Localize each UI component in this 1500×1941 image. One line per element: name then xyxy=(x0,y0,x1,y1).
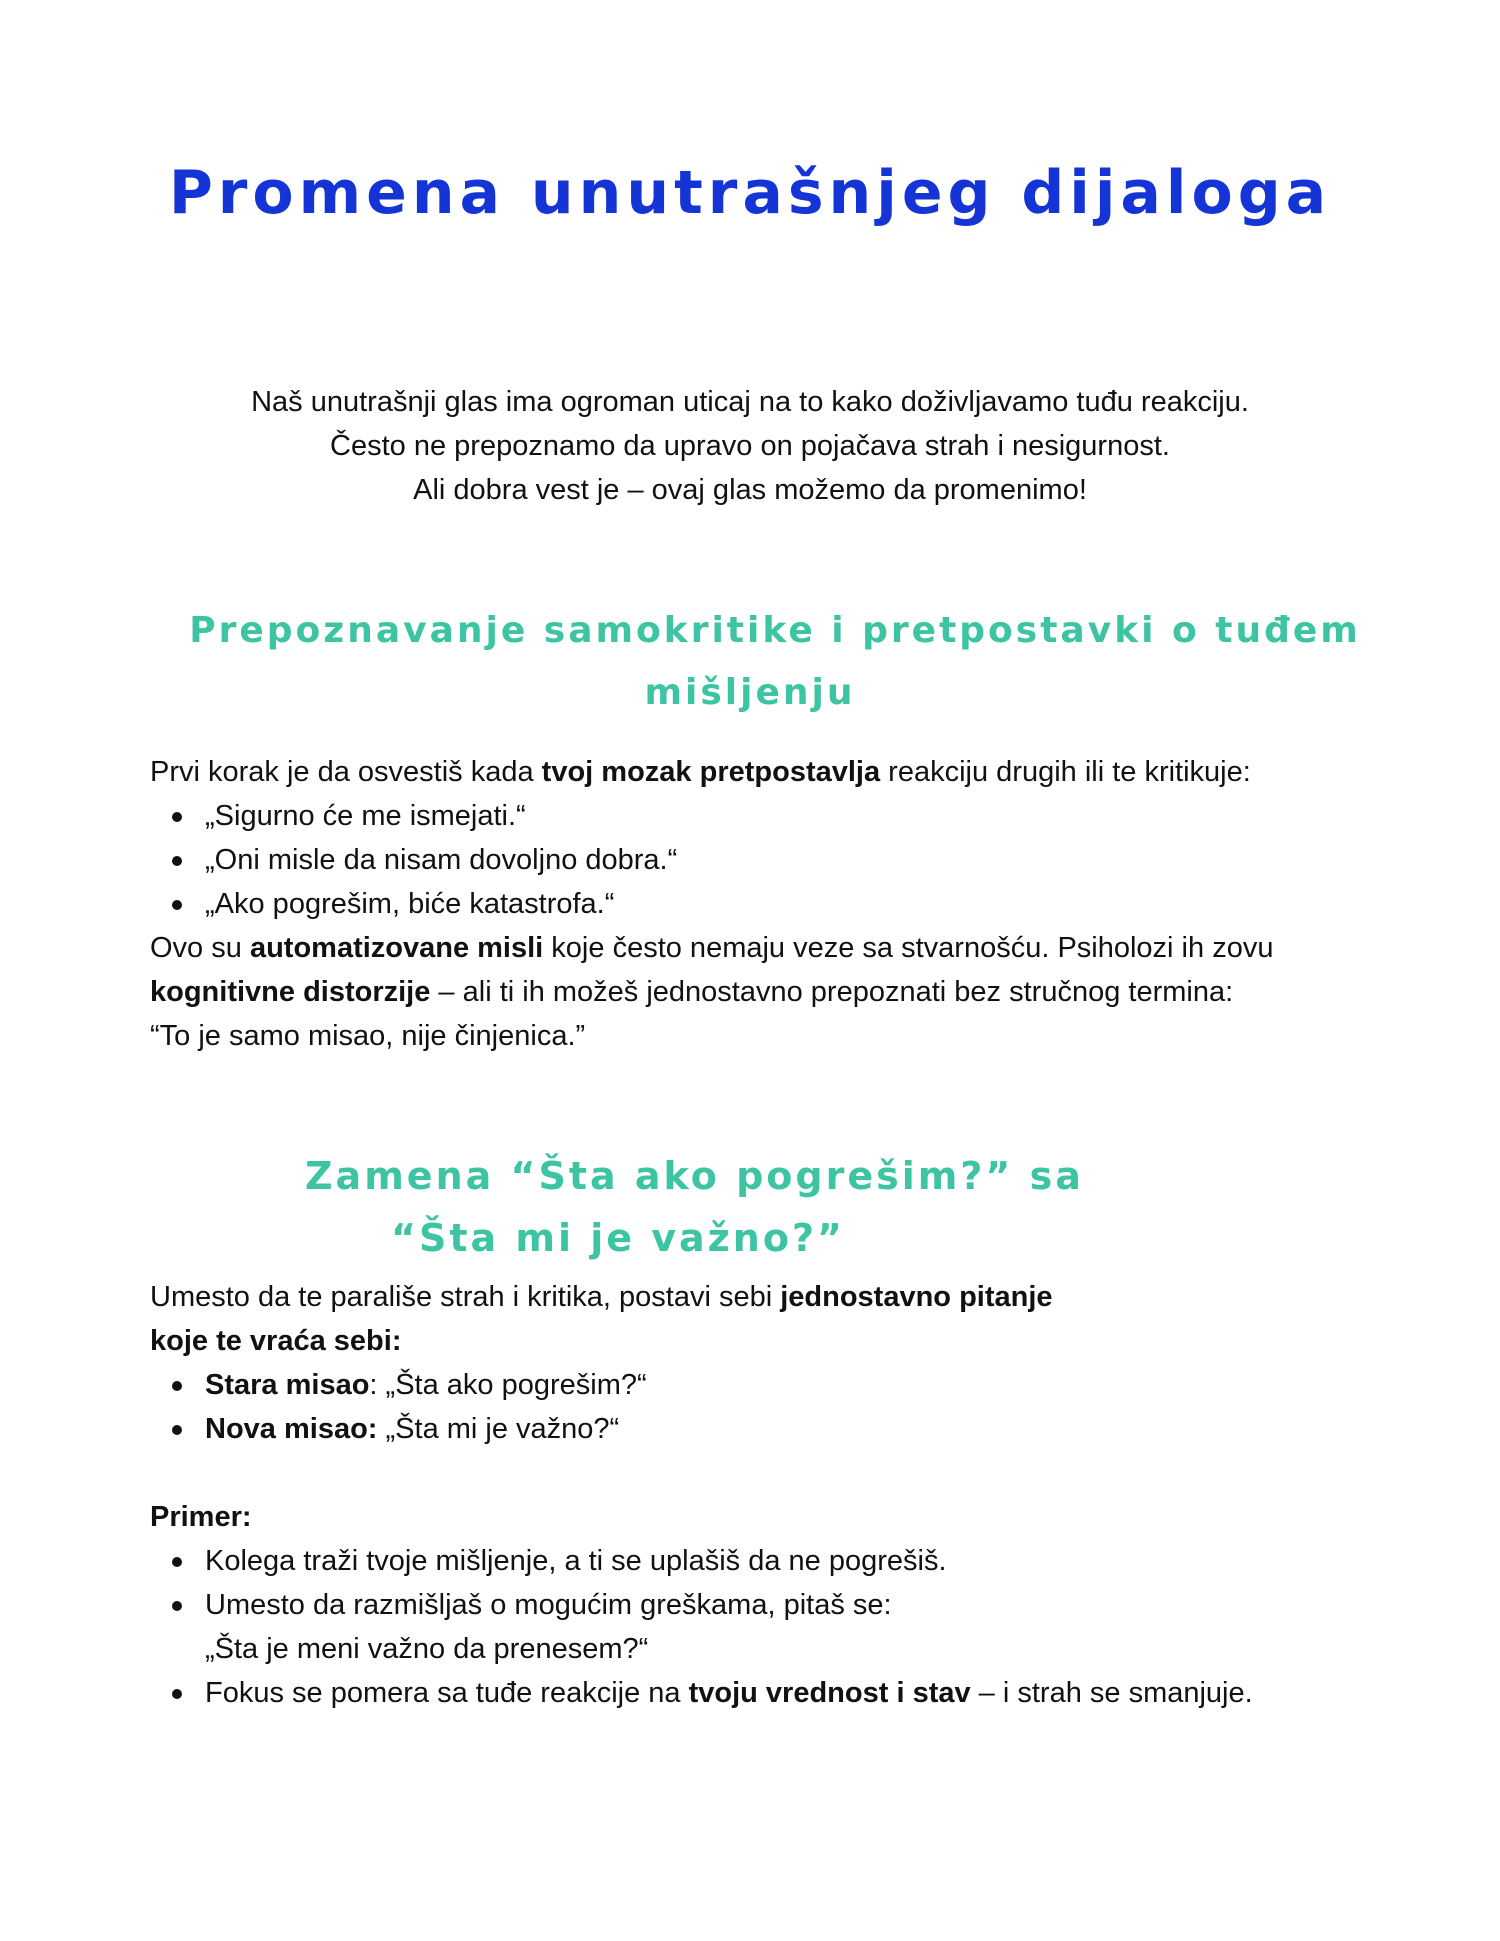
bold-text: koje te vraća sebi: xyxy=(150,1325,402,1357)
section1-heading-line2: mišljenju xyxy=(644,672,856,713)
assumption-list xyxy=(150,794,1380,926)
text: „Šta mi je važno?“ xyxy=(377,1413,620,1445)
lead-text: reakciju drugih ili te kritikuje: xyxy=(880,756,1251,788)
example-block xyxy=(150,1495,1380,1715)
bold-text: Nova misao: xyxy=(205,1413,378,1445)
list-item-new-thought xyxy=(150,1407,1380,1451)
section1-heading-line1: Prepoznavanje samokritike i pretpostavki o tuđem xyxy=(189,610,1361,651)
list-item: Kolega traži tvoje mišljenje, a ti se uplašiš da ne pogrešiš. xyxy=(150,1539,1380,1583)
lead-bold-text: tvoj mozak pretpostavlja xyxy=(541,756,881,788)
bold-text: Stara misao xyxy=(205,1369,370,1401)
text: Umesto da te parališe strah i kritika, postavi sebi xyxy=(150,1281,781,1313)
section2-heading xyxy=(305,1145,1084,1269)
lead-text: Prvi korak je da osvestiš kada xyxy=(150,756,542,788)
bold-text: kognitivne distorzije xyxy=(150,976,431,1008)
section2-lead xyxy=(150,1275,1380,1363)
intro-paragraph xyxy=(0,380,1500,512)
text: : „Šta ako pogrešim?“ xyxy=(369,1369,647,1401)
thought-list xyxy=(150,1363,1380,1451)
bold-text: tvoju vrednost i stav xyxy=(688,1677,971,1709)
list-item-old-thought xyxy=(150,1363,1380,1407)
bold-text: automatizovane misli xyxy=(249,932,544,964)
list-item xyxy=(150,1671,1380,1715)
text: koje često nemaju veze sa stvarnošću. Psiholozi ih zovu xyxy=(543,932,1274,964)
intro-line: Često ne prepoznamo da upravo on pojačava strah i nesigurnost. xyxy=(330,430,1170,462)
list-item: „Oni misle da nisam dovoljno dobra.“ xyxy=(150,838,1380,882)
page-title: Promena unutrašnjeg dijaloga xyxy=(168,158,1332,228)
text: Umesto da razmišljaš o mogućim greškama, pitaš se: xyxy=(205,1589,892,1621)
example-list xyxy=(150,1539,1380,1715)
text: Fokus se pomera sa tuđe reakcije na xyxy=(205,1677,689,1709)
section2-heading-line2: “Šta mi je važno?” xyxy=(391,1216,845,1260)
text: „Šta je meni važno da prenesem?“ xyxy=(205,1633,649,1665)
intro-line: Naš unutrašnji glas ima ogroman uticaj na to kako doživljavamo tuđu reakciju. xyxy=(251,386,1249,418)
list-item: „Sigurno će me ismejati.“ xyxy=(150,794,1380,838)
bold-text: jednostavno pitanje xyxy=(780,1281,1053,1313)
quote-text: “To je samo misao, nije činjenica.” xyxy=(150,1020,586,1052)
section2-body xyxy=(150,1275,1380,1451)
section1-heading xyxy=(0,600,1500,724)
intro-line: Ali dobra vest je – ovaj glas možemo da promenimo! xyxy=(413,474,1087,506)
example-label: Primer: xyxy=(150,1501,252,1533)
section1-lead xyxy=(150,750,1380,794)
section2-heading-line1: Zamena “Šta ako pogrešim?” sa xyxy=(305,1154,1084,1198)
section1-body xyxy=(150,750,1380,1058)
text: – i strah se smanjuje. xyxy=(970,1677,1253,1709)
list-item: „Ako pogrešim, biće katastrofa.“ xyxy=(150,882,1380,926)
list-item xyxy=(150,1583,1380,1671)
text: – ali ti ih možeš jednostavno prepoznati bez stručnog termina: xyxy=(430,976,1234,1008)
text: Ovo su xyxy=(150,932,250,964)
section1-explanation xyxy=(150,926,1380,1058)
